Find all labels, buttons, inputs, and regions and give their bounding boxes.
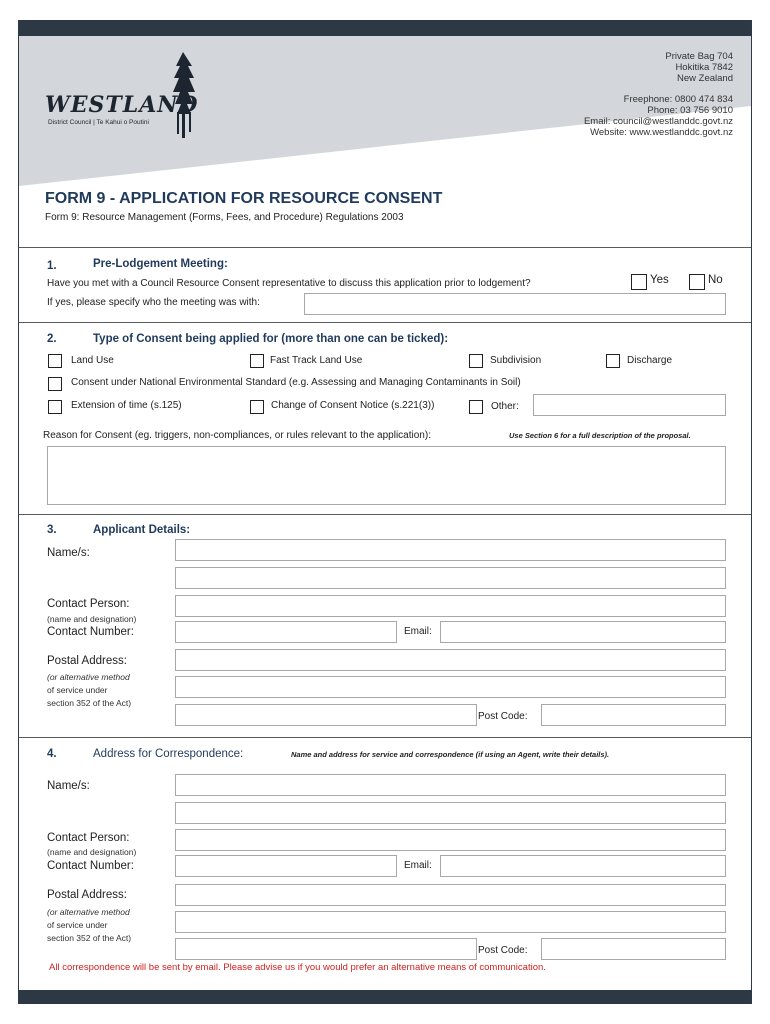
subdivision-label: Subdivision [490, 355, 542, 366]
applicant-postal-input-2[interactable] [175, 676, 726, 698]
section-2-number: 2. [47, 333, 57, 345]
section-3-title: Applicant Details: [93, 524, 191, 536]
applicant-postal-input-1[interactable] [175, 649, 726, 671]
address-line: Private Bag 704 [665, 51, 733, 62]
section-divider [19, 322, 751, 323]
other-checkbox[interactable] [469, 400, 483, 414]
correspondence-name-input-1[interactable] [175, 774, 726, 796]
other-label: Other: [491, 401, 519, 412]
correspondence-postal-input-1[interactable] [175, 884, 726, 906]
contact-line: Website: www.westlanddc.govt.nz [590, 127, 733, 138]
correspondence-post-code-label: Post Code: [478, 945, 528, 956]
contact-line: Email: council@westlanddc.govt.nz [583, 116, 733, 127]
meeting-with-input[interactable] [304, 293, 726, 315]
form-page [18, 20, 752, 1004]
section-3-number: 3. [47, 524, 57, 536]
applicant-contact-number-input[interactable] [175, 621, 397, 643]
correspondence-alt-hint-3: section 352 of the Act) [47, 933, 132, 943]
address-line: New Zealand [677, 73, 733, 84]
applicant-names-label: Name/s: [47, 547, 90, 559]
applicant-alt-hint-3: section 352 of the Act) [47, 698, 132, 708]
extension-checkbox[interactable] [48, 400, 62, 414]
yes-label: Yes [650, 274, 669, 286]
council-logo [45, 52, 205, 142]
applicant-postal-input-3[interactable] [175, 704, 477, 726]
correspondence-name-input-2[interactable] [175, 802, 726, 824]
correspondence-contact-number-input[interactable] [175, 855, 397, 877]
email-correspondence-notice: All correspondence will be sent by email. Please advise us if you would prefer an alternative means of communication. [49, 962, 546, 973]
section-divider [19, 514, 751, 515]
pre-lodgement-question: Have you met with a Council Resource Consent representative to discuss this application prior to lodgement? [47, 278, 531, 289]
change-notice-label: Change of Consent Notice (s.221(3)) [271, 400, 435, 411]
section-1-title: Pre-Lodgement Meeting: [93, 258, 228, 270]
correspondence-contact-person-input[interactable] [175, 829, 726, 851]
section-4-title: Address for Correspondence: [93, 748, 244, 760]
correspondence-alt-hint-2: of service under [47, 920, 108, 930]
bottom-bar [19, 990, 751, 1004]
applicant-email-input[interactable] [440, 621, 726, 643]
applicant-alt-hint-1: (or alternative method [47, 672, 130, 682]
correspondence-designation-hint: (name and designation) [47, 847, 137, 857]
extension-label: Extension of time (s.125) [71, 400, 182, 411]
applicant-contact-number-label: Contact Number: [47, 626, 134, 638]
fast-track-checkbox[interactable] [250, 354, 264, 368]
applicant-post-code-input[interactable] [541, 704, 726, 726]
reason-textarea[interactable] [47, 446, 726, 505]
other-input[interactable] [533, 394, 726, 416]
discharge-label: Discharge [627, 355, 673, 366]
council-contacts [584, 94, 733, 138]
applicant-contact-person-input[interactable] [175, 595, 726, 617]
address-line: Hokitika 7842 [675, 62, 733, 73]
applicant-contact-person-label: Contact Person: [47, 598, 130, 610]
correspondence-note: Name and address for service and correspondence (if using an Agent, write their details). [291, 750, 610, 759]
council-address [665, 51, 733, 84]
form-subtitle: Form 9: Resource Management (Forms, Fees, and Procedure) Regulations 2003 [45, 212, 404, 223]
contact-line: Freephone: 0800 474 834 [623, 94, 733, 105]
section-1-number: 1. [47, 260, 57, 272]
nes-label: Consent under National Environmental Standard (e.g. Assessing and Managing Contaminants in Soil) [71, 377, 521, 388]
applicant-name-input-1[interactable] [175, 539, 726, 561]
contact-line: Phone: 03 756 9010 [647, 105, 733, 116]
correspondence-names-label: Name/s: [47, 780, 90, 792]
nes-checkbox[interactable] [48, 377, 62, 391]
correspondence-postal-input-3[interactable] [175, 938, 477, 960]
section-4-number: 4. [47, 748, 57, 760]
section-divider [19, 737, 751, 738]
applicant-postal-label: Postal Address: [47, 655, 127, 667]
discharge-checkbox[interactable] [606, 354, 620, 368]
yes-checkbox[interactable] [631, 274, 647, 290]
applicant-alt-hint-2: of service under [47, 685, 108, 695]
land-use-label: Land Use [71, 355, 114, 366]
logo-wordmark: WESTLAND [45, 92, 199, 118]
section-2-title: Type of Consent being applied for (more than one can be ticked): [93, 333, 449, 345]
correspondence-email-label: Email: [404, 860, 432, 871]
correspondence-post-code-input[interactable] [541, 938, 726, 960]
no-label: No [708, 274, 723, 286]
logo-subtitle: District Council | Te Kahui o Poutini [48, 119, 149, 126]
correspondence-contact-number-label: Contact Number: [47, 860, 134, 872]
section-divider [19, 247, 751, 248]
applicant-post-code-label: Post Code: [478, 711, 528, 722]
top-bar [19, 20, 751, 36]
change-notice-checkbox[interactable] [250, 400, 264, 414]
applicant-name-input-2[interactable] [175, 567, 726, 589]
no-checkbox[interactable] [689, 274, 705, 290]
applicant-email-label: Email: [404, 626, 432, 637]
fast-track-label: Fast Track Land Use [270, 355, 363, 366]
land-use-checkbox[interactable] [48, 354, 62, 368]
meeting-with-label: If yes, please specify who the meeting was with: [47, 297, 260, 308]
reason-note: Use Section 6 for a full description of the proposal. [509, 431, 691, 440]
correspondence-email-input[interactable] [440, 855, 726, 877]
form-title: FORM 9 - APPLICATION FOR RESOURCE CONSENT [45, 190, 443, 207]
correspondence-alt-hint-1: (or alternative method [47, 907, 130, 917]
correspondence-contact-person-label: Contact Person: [47, 832, 130, 844]
correspondence-postal-label: Postal Address: [47, 889, 127, 901]
correspondence-postal-input-2[interactable] [175, 911, 726, 933]
reason-label: Reason for Consent (eg. triggers, non-compliances, or rules relevant to the application): [43, 430, 431, 441]
subdivision-checkbox[interactable] [469, 354, 483, 368]
applicant-designation-hint: (name and designation) [47, 614, 137, 624]
